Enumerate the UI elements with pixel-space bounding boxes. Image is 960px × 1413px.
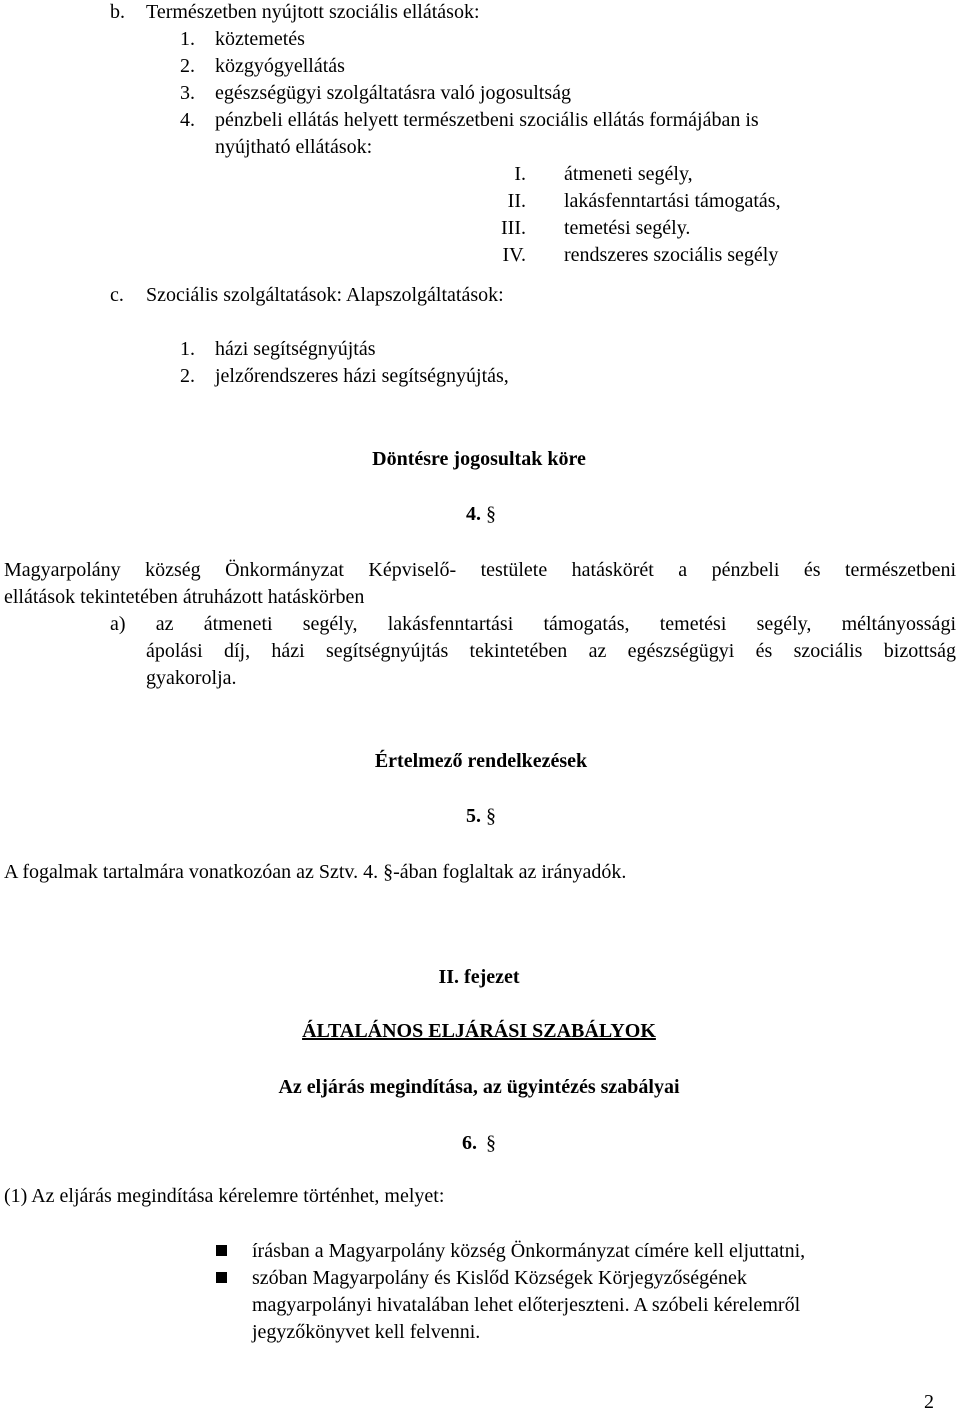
list-item: házi segítségnyújtás [215, 338, 376, 360]
bullet-item-continuation: magyarpolányi hivatalában lehet előterjeszteni. A szóbeli kérelemről [252, 1294, 801, 1316]
list-item-number: 1. [180, 28, 195, 50]
list-item: jelzőrendszeres házi segítségnyújtás, [215, 365, 509, 387]
list-item-number: 2. [180, 55, 195, 77]
paragraph-number: 6. [462, 1132, 477, 1154]
paragraph-line: A fogalmak tartalmára vonatkozóan az Sztv. 4. §-ában foglaltak az irányadók. [4, 861, 627, 883]
section-c-marker: c. [110, 284, 124, 306]
list-item: közgyógyellátás [215, 55, 345, 77]
bullet-item: szóban Magyarpolány és Kislőd Községek Körjegyzőségének [252, 1267, 747, 1289]
list-item-continuation: nyújtható ellátások: [215, 136, 373, 158]
bullet-square-icon [216, 1245, 227, 1256]
list-item-number: 2. [180, 365, 195, 387]
paragraph-line: ápolási díj, házi segítségnyújtás tekintetében az egészségügyi és szociális bizottság [146, 640, 956, 662]
list-item-number: 3. [180, 82, 195, 104]
bullet-item-continuation: jegyzőkönyvet kell felvenni. [252, 1321, 481, 1343]
roman-item: lakásfenntartási támogatás, [564, 190, 781, 212]
section-heading: Értelmező rendelkezések [374, 750, 588, 772]
paragraph-number: 5. [466, 805, 481, 827]
roman-item: rendszeres szociális segély [564, 244, 779, 266]
section-sign: § [486, 503, 496, 525]
paragraph-line: gyakorolja. [146, 667, 237, 689]
roman-item: temetési segély. [564, 217, 691, 239]
list-item-number: 4. [180, 109, 195, 131]
section-sign: § [486, 1132, 496, 1154]
bullet-item: írásban a Magyarpolány község Önkormányzat címére kell eljuttatni, [252, 1240, 806, 1262]
paragraph-line: (1) Az eljárás megindítása kérelemre történhet, melyet: [4, 1185, 445, 1207]
paragraph-line: ellátások tekintetében átruházott hatáskörben [4, 586, 365, 608]
section-c-title: Szociális szolgáltatások: Alapszolgáltatások: [146, 284, 504, 306]
roman-item: átmeneti segély, [564, 163, 693, 185]
roman-item-number: I. [514, 163, 526, 185]
paragraph-line: Magyarpolány község Önkormányzat Képviselő- testülete hatáskörét a pénzbeli és természetbeni [4, 559, 956, 581]
section-b-title: Természetben nyújtott szociális ellátások: [146, 1, 480, 23]
chapter-label: II. fejezet [438, 966, 520, 988]
list-item: pénzbeli ellátás helyett természetbeni szociális ellátás formájában is [215, 109, 759, 131]
section-heading: Döntésre jogosultak köre [372, 448, 586, 470]
list-item-number: 1. [180, 338, 195, 360]
page-number: 2 [924, 1391, 934, 1413]
list-item: egészségügyi szolgáltatásra való jogosultság [215, 82, 572, 104]
chapter-subtitle: Az eljárás megindítása, az ügyintézés szabályai [278, 1076, 680, 1098]
roman-item-number: IV. [502, 244, 526, 266]
paragraph-line: a) az átmeneti segély, lakásfenntartási támogatás, temetési segély, méltányossági [110, 613, 956, 635]
bullet-square-icon [216, 1272, 227, 1283]
section-sign: § [486, 805, 496, 827]
list-item: köztemetés [215, 28, 305, 50]
roman-item-number: II. [507, 190, 526, 212]
chapter-title: ÁLTALÁNOS ELJÁRÁSI SZABÁLYOK [302, 1020, 656, 1042]
roman-item-number: III. [501, 217, 526, 239]
paragraph-number: 4. [466, 503, 481, 525]
section-b-marker: b. [110, 1, 125, 23]
